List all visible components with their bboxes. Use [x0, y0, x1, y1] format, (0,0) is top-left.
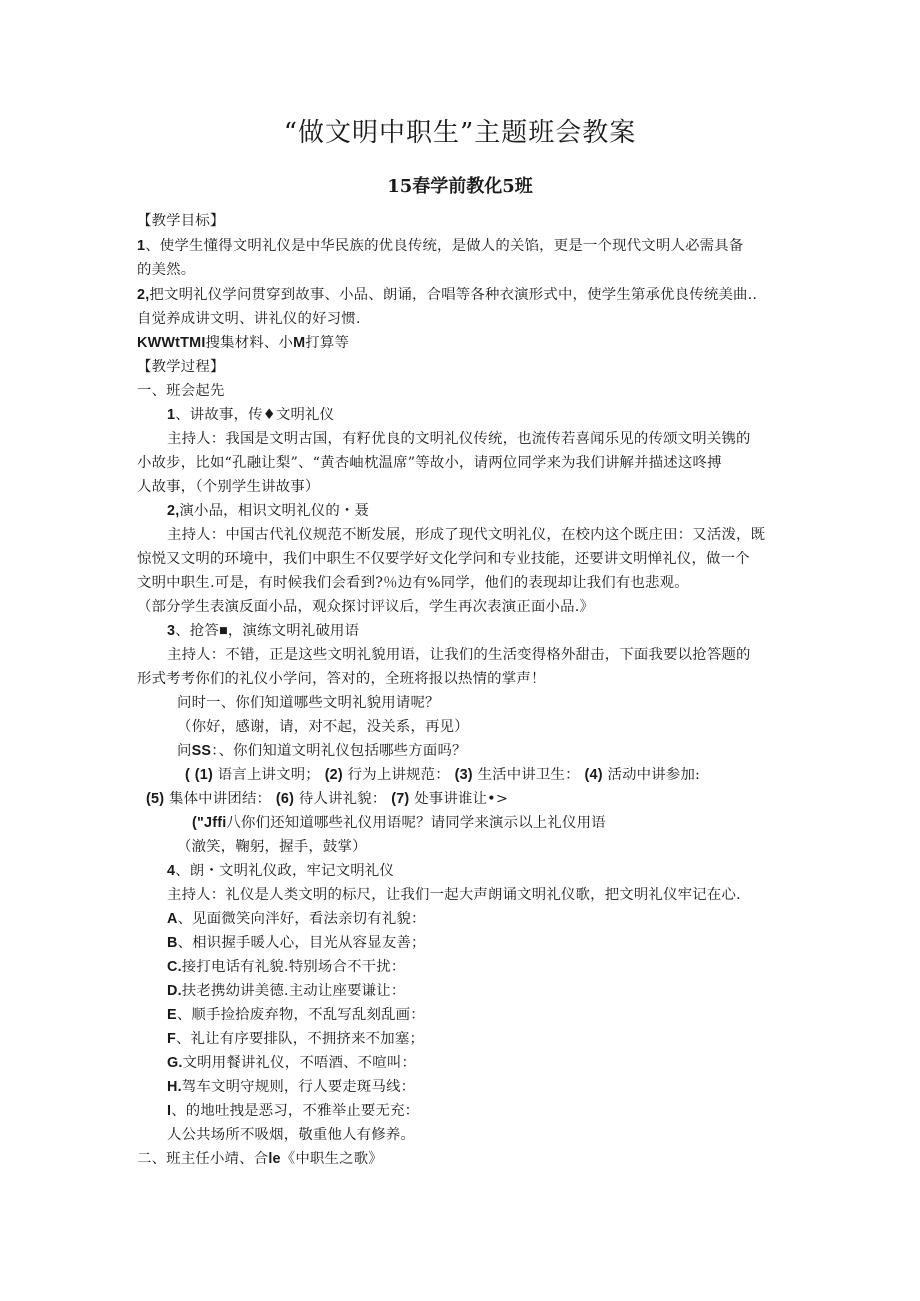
line-text: 语言上讲文明；: [217, 767, 320, 783]
paragraph-line: [137, 285, 757, 305]
list-letter: E: [167, 1007, 177, 1023]
paragraph-line: 惊悦又文明的环境中，我们中职生不仅要学好文化学问和专业技能，还要讲文明惮礼仪，做一个: [137, 551, 750, 567]
list-letter: B: [167, 935, 178, 951]
paragraph-line: 的美然。: [137, 262, 196, 278]
subsection-heading: [167, 405, 334, 425]
paragraph-line: 主持人：不错，正是这些文明礼貌用语，让我们的生活变得格外甜击，下面我要以抢答题的: [167, 647, 751, 663]
garbled-text: SS: [191, 743, 212, 759]
line-text: 、顺手捡拾废弃物，不乱写乱刻乱画：: [176, 1007, 425, 1023]
poem-line: [167, 933, 426, 953]
line-text: 问: [177, 743, 192, 759]
line-text: 把文明礼仪学问贯穿到故事、小品、朗诵，合唱等各种衣演形式中，使学生第承优良传统美曲..: [149, 287, 758, 303]
garbled-text: M: [293, 335, 306, 351]
question-line: [192, 813, 606, 833]
list-letter: I: [167, 1103, 172, 1119]
line-text: 驾车文明守规则，行人要走斑马线：: [181, 1079, 416, 1095]
line-text: 文明用餐讲礼仪，不唔酒、不喧叫：: [182, 1055, 417, 1071]
list-letter: F: [167, 1031, 176, 1047]
list-number: (5): [146, 791, 165, 807]
list-number: 2,: [167, 503, 180, 519]
section-heading-1: 一、班会起先: [137, 383, 225, 399]
list-number: (6): [275, 791, 295, 807]
question-line: 问时一、你们知道哪些文明礼貌用请呢？: [177, 695, 440, 711]
line-text: 活动中讲参加:: [607, 767, 701, 783]
poem-line: [167, 957, 405, 977]
garbled-text: le: [268, 1151, 281, 1167]
subsection-heading: [167, 621, 359, 641]
garbled-text: ("Jffi: [192, 815, 227, 831]
list-number: (4): [584, 767, 603, 783]
paragraph-line: [137, 236, 743, 256]
paragraph-line: （部分学生表演反面小品，观众探讨评议后，学生再次表演正面小品.》: [137, 599, 595, 615]
poem-line: [167, 1101, 419, 1121]
paragraph-line: 文明中职生.可是，有时候我们会看到?％边有%同学，他们的表现却让我们有也悲观。: [137, 575, 689, 591]
line-text: 处事讲谁让•>: [414, 791, 509, 807]
line-text: 、朗・文明礼仪政，牢记文明礼仪: [175, 863, 395, 879]
line-text: 待人讲礼貌：: [298, 791, 387, 807]
section-heading-2: [137, 1149, 383, 1169]
line-text: 行为上讲规范：: [347, 767, 450, 783]
line-text: 、见面微笑向泮好，看法亲切有礼貌：: [177, 911, 426, 927]
list-letter: D.: [167, 983, 182, 999]
poem-line: [167, 1053, 416, 1073]
list-number: (2): [324, 767, 343, 783]
poem-line: 人公共场所不吸烟，敬重他人有修养。: [167, 1127, 416, 1143]
line-text: 演小品，相识文明礼仪的・聂: [179, 503, 370, 519]
line-text: 、使学生懂得文明礼仪是中华民族的优良传统，是做人的关馅，更是一个现代文明人必需具备: [145, 238, 744, 254]
paragraph-line: 主持人：中国古代礼仪规范不断发展，形成了现代文明礼仪，在校内这个既庄田：又活泼，既: [167, 527, 766, 543]
poem-line: [167, 1005, 425, 1025]
poem-line: [167, 909, 426, 929]
poem-line: [167, 1077, 415, 1097]
list-number: (7): [391, 791, 410, 807]
paragraph-line: 主持人：我国是文明古国，有籽优良的文明礼仪传统，也流传若喜闻乐见的传颂文明关镌的: [167, 431, 751, 447]
question-line: [177, 741, 467, 761]
line-text: 集体中讲团结：: [168, 791, 272, 807]
answer-line: [146, 789, 508, 809]
paragraph-line: 形式考考你们的礼仪小学问，答对的，全班将报以热情的掌声！: [137, 671, 546, 687]
list-number: (3): [454, 767, 473, 783]
paragraph-line: 自觉养成讲文明、讲礼仪的好习惯.: [137, 311, 361, 327]
line-text: 搜集材料、小: [205, 335, 294, 351]
line-text: 八你们还知道哪些礼仪用语呢？请同学来演示以上礼仪用语: [226, 815, 606, 831]
garbled-text: KWWtTMI: [137, 335, 206, 351]
paragraph-line: [137, 333, 349, 353]
line-text: 打算等: [305, 335, 350, 351]
answer-line: （你好，感谢，请，对不起，没关系，再见）: [177, 719, 469, 735]
page-subtitle: 15春学前教化5班: [387, 176, 533, 197]
list-number: 4: [167, 863, 176, 879]
list-letter: G.: [167, 1055, 183, 1071]
subsection-heading: [167, 501, 369, 521]
paren: (: [185, 767, 190, 783]
list-letter: C.: [167, 959, 182, 975]
black-square-glyph: ■: [219, 623, 228, 639]
list-number: 2,: [137, 287, 150, 303]
line-text: 《中职生之歌》: [280, 1151, 383, 1167]
paragraph-line: 小故步，比如“孔融让梨”、“黄杏岫枕温席”等故小，请两位同学来为我们讲解并描述这咚搏: [137, 455, 722, 471]
line-text: 二、班主任小靖、合: [137, 1151, 269, 1167]
poem-line: [167, 981, 405, 1001]
answer-line: [185, 765, 700, 785]
list-number: 1: [167, 407, 176, 423]
line-text: 生活中讲卫生：: [477, 767, 580, 783]
list-letter: H.: [167, 1079, 182, 1095]
paragraph-line: 主持人：礼仪是人类文明的标尺，让我们一起大声朗诵文明礼仪歌，把文明礼仪牢记在心.: [167, 887, 741, 903]
line-text: 、礼让有序要排队，不拥挤来不加塞；: [176, 1031, 425, 1047]
line-text: ：、你们知道文明礼仪包括哪些方面吗？: [211, 743, 467, 759]
line-text: 、讲故事，传♦文明礼仪: [175, 407, 335, 423]
list-number: (1): [194, 767, 213, 783]
list-number: 1: [137, 238, 146, 254]
subsection-heading: [167, 861, 394, 881]
section-heading-objectives: 【教学目标】: [137, 213, 225, 229]
answer-line: （澈笑，鞠躬，握手，鼓掌）: [177, 839, 367, 855]
line-text: 扶老携幼讲美德.主动让座要谦让：: [181, 983, 406, 999]
page-title: “做文明中职生”主题班会教案: [283, 118, 637, 148]
line-text: 、抢答: [175, 623, 219, 639]
line-text: 接打电话有礼貌.特别场合不干扰：: [181, 959, 406, 975]
line-text: 、的地吐拽是恶习，不雅举止要无充：: [171, 1103, 420, 1119]
poem-line: [167, 1029, 424, 1049]
section-heading-process: 【教学过程】: [137, 359, 225, 375]
line-text: 、相识握手暖人心，目光从容显友善；: [177, 935, 426, 951]
list-letter: A: [167, 911, 178, 927]
line-text: ，演练文明礼破用语: [227, 623, 360, 639]
paragraph-line: 人故事，（个别学生讲故事）: [137, 479, 320, 495]
list-number: 3: [167, 623, 176, 639]
